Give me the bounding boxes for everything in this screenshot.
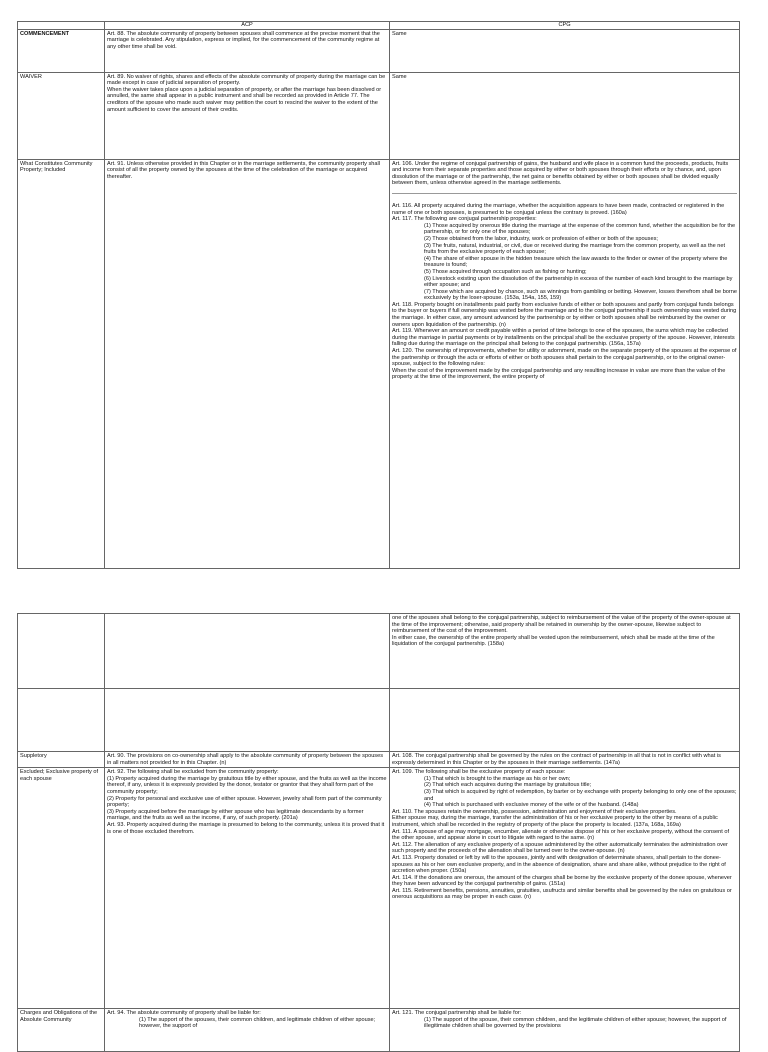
cpg-art-117-item: (5) Those acquired through occupation such as fishing or hunting; bbox=[424, 268, 587, 275]
row-commencement bbox=[18, 29, 740, 72]
cpg-art-109-item: (1) That which is brought to the marriage as his or her own; bbox=[424, 775, 571, 782]
header-acp: ACP bbox=[105, 22, 390, 30]
cpg-art-117-item: (4) The share of either spouse in the hidden treasure which the law awards to the finder or owner of the property where the treasure is found; bbox=[424, 255, 728, 269]
acp-waiver: Art. 89. No waiver of rights, shares and effects of the absolute community of property during the marriage can be made except in case of judicial separation of property. When the waiver takes place upon a judicial separation of property, or after the marriage has been dissolved or annulled, the same shall appear in a public instrument and shall be recorded as provided in Article 77. The creditors of the spouse who made such waiver may petition the court to rescind the waiver to the extent of the amount sufficient to cover the amount of their credits. bbox=[107, 73, 386, 113]
cpg-art-121-item: (1) The support of the spouse, their common children, and the legitimate children of either spouse; however, the support of illegitimate children shall be governed by the provisions bbox=[424, 1016, 727, 1030]
topic-excluded: Excluded; Exclusive property of each spouse bbox=[18, 768, 105, 1009]
topic-waiver: WAIVER bbox=[18, 72, 105, 159]
header-cpg: CPG bbox=[390, 22, 740, 30]
row-waiver bbox=[18, 72, 740, 159]
acp-art-92: Art. 92. The following shall be excluded from the community property: (1) Property acquired during the marriage by gratuitous title by either spouse, and the fruits as well as the income thereof, if any, unless it is expressly provided by the donor, testator or grantor that they shall form part of the community property; (2) Property for personal and exclusive use of either spouse. However, jewelry shall form part of the community property; (3) Property acquired before the marriage by either spouse who has legitimate descendants by a former marriage, and the fruits as well as the income, if any, of such property. (201a) bbox=[107, 769, 387, 822]
topic-charges: Charges and Obligations of the Absolute Community bbox=[18, 1009, 105, 1052]
acp-art-93: Art. 93. Property acquired during the marriage is presumed to belong to the community, unless it is proved that it is one of those excluded therefrom. bbox=[107, 821, 385, 835]
topic-included: What Constitutes Community Property; Included bbox=[18, 159, 105, 568]
header-topic bbox=[18, 22, 105, 30]
cpg-art-121: Art. 121. The conjugal partnership shall be liable for: bbox=[392, 1010, 522, 1017]
topic-suppletory: Suppletory bbox=[18, 752, 105, 768]
cpg-art-119: Art. 119. Whenever an amount or credit payable within a period of time belongs to one of the spouses, the sums which may be collected during the marriage in partial payments or by installments on the principal shall be the exclusive property of the spouse. However, interests falling due during the marriage on the principal shall belong to the conjugal partnership. (156a, 157a) bbox=[392, 328, 735, 348]
cpg-waiver: Same bbox=[390, 72, 740, 159]
header-row bbox=[18, 22, 740, 30]
comparison-table-page-1 bbox=[17, 21, 740, 569]
row-charges bbox=[18, 1009, 740, 1052]
cpg-commencement: Same bbox=[390, 29, 740, 72]
acp-art-94: Art. 94. The absolute community of property shall be liable for: bbox=[107, 1010, 261, 1017]
row-excluded bbox=[18, 768, 740, 1009]
cpg-art-116: Art. 116. All property acquired during the marriage, whether the acquisition appears to have been made, contracted or registered in the name of one or both spouses, is presumed to be conjugal unless the contrary is proved. (160a) bbox=[392, 202, 725, 216]
cpg-art-117-item: (6) Livestock existing upon the dissolution of the partnership in excess of the number of each kind brought to the marriage by either spouse; and bbox=[424, 275, 733, 289]
acp-suppletory: Art. 90. The provisions on co-ownership shall apply to the absolute community of property between the spouses in all matters not provided for in this Chapter. (n) bbox=[105, 752, 390, 768]
cpg-art-117-item: (1) Those acquired by onerous title during the marriage at the expense of the common fund, whether the acquisition be for the partnership, or for only one of the spouses; bbox=[424, 222, 736, 236]
cpg-art-109: Art. 109. The following shall be the exclusive property of each spouse: bbox=[392, 769, 566, 776]
topic-continuation bbox=[18, 614, 105, 689]
row-suppletory bbox=[18, 752, 740, 768]
acp-commencement: Art. 88. The absolute community of property between spouses shall commence at the precise moment that the marriage is celebrated. Any stipulation, express or implied, for the commencement of the community regime at any other time shall be void. bbox=[105, 29, 390, 72]
cpg-art-117-item: (3) The fruits, natural, industrial, or civil, due or received during the marriage from the common property, as well as the net fruits from the exclusive property of each spouse; bbox=[424, 242, 726, 256]
cpg-suppletory: Art. 108. The conjugal partnership shall be governed by the rules on the contract of partnership in all that is not in conflict with what is expressly determined in this Chapter or by the spouses in their marriage settlements. (147a) bbox=[390, 752, 740, 768]
acp-art-94-item: (1) The support of the spouses, their common children, and legitimate children of either spouse; however, the support of bbox=[139, 1016, 376, 1030]
cpg-included-cell bbox=[390, 159, 740, 568]
cpg-art-117: Art. 117. The following are conjugal partnership properties: bbox=[392, 216, 537, 223]
acp-continuation bbox=[105, 614, 390, 689]
cpg-art-109-item: (4) That which is purchased with exclusive money of the wife or of the husband. (148a) bbox=[424, 802, 639, 809]
cpg-art-117-item: (7) Those which are acquired by chance, such as winnings from gambling or betting. However, losses therefrom shall be borne exclusively by the loser-spouse. (153a, 154a, 155, 159) bbox=[424, 288, 737, 302]
row-blank bbox=[18, 689, 740, 752]
blank-cell bbox=[18, 689, 105, 752]
topic-commencement: COMMENCEMENT bbox=[18, 29, 105, 72]
cpg-art-120: Art. 120. The ownership of improvements, whether for utility or adornment, made on the separate property of the spouses at the expense of the partnership or through the acts or efforts of either or both spouses shall pertain to the conjugal partnership, or to the original owner-spouse, subject to the following rules: When the cost of the improvement made by the conjugal partnership and any resulting increase in value are more than the value of the property at the time of the improvement, the entire property of bbox=[392, 348, 737, 381]
comparison-table-page-2 bbox=[17, 613, 740, 1052]
row-included bbox=[18, 159, 740, 568]
cpg-art-109-item: (3) That which is acquired by right of redemption, by barter or by exchange with property belonging to only one of the spouses; and bbox=[424, 788, 737, 802]
blank-cell bbox=[390, 689, 740, 752]
acp-included: Art. 91. Unless otherwise provided in this Chapter or in the marriage settlements, the community property shall consist of all the property owned by the spouses at the time of the celebration of the marriage or acquired thereafter. bbox=[105, 159, 390, 568]
divider bbox=[392, 193, 737, 194]
cpg-art-106: Art. 106. Under the regime of conjugal partnership of gains, the husband and wife place in a common fund the proceeds, products, fruits and income from their separate properties and those acquired by either or both spouses through their efforts or by chance, and, upon dissolution of the marriage or of the partnership, the net gains or benefits obtained by either or both spouses shall be divided equally between them, unless otherwise agreed in the marriage settlements. bbox=[392, 160, 729, 187]
cpg-art-120-continued: one of the spouses shall belong to the conjugal partnership, subject to reimbursement of the value of the property of the owner-spouse at the time of the improvement; otherwise, said property shall be retained in ownership by the owner-spouse, likewise subject to reimbursement of the cost of the improvement. In either case, the ownership of the entire property shall be vested upon the reimbursement, which shall be made at the time of the liquidation of the conjugal partnership. (158a) bbox=[392, 615, 731, 648]
blank-cell bbox=[105, 689, 390, 752]
row-continuation bbox=[18, 614, 740, 689]
cpg-art-118: Art. 118. Property bought on installments paid partly from exclusive funds of either or both spouses and partly from conjugal funds belongs to the buyer or buyers if full ownership was vested before the marriage and to the conjugal partnership if such ownership was vested during the marriage. In either case, any amount advanced by the partnership or by either or both spouses shall be reimbursed by the owner or owners upon liquidation of the partnership. (n) bbox=[392, 301, 737, 328]
cpg-art-117-item: (2) Those obtained from the labor, industry, work or profession of either or both of the spouses; bbox=[424, 235, 658, 242]
cpg-art-110-115: Art. 110. The spouses retain the ownership, possession, administration and enjoyment of their exclusive properties. Either spouse may, during the marriage, transfer the administration of his or her exclusive property to the other by means of a public instrument, which shall be recorded in the registry of property of the place the property is located. (137a, 168a, 169a) Art. 111. A spouse of age may mortgage, encumber, alienate or otherwise dispose of his or her exclusive property, without the consent of the other spouse, and appear alone in court to litigate with regard to the same. (n) Art. 112. The alienation of any exclusive property of a spouse administered by the other automatically terminates the administration over such property and the proceeds of the alienation shall be turned over to the owner-spouse. (n) Art. 113. Property donated or left by will to the spouses, jointly and with designation of determinate shares, shall pertain to the donee-spouses as his or her own exclusive property, and in the absence of designation, share and share alike, without prejudice to the right of accretion when proper. (150a) Art. 114. If the donations are onerous, the amount of the charges shall be borne by the exclusive property of the donee spouse, whenever they have been advanced by the conjugal partnership of gains. (151a) Art. 115. Retirement benefits, pensions, annuities, gratuities, usufructs and similar benefits shall be governed by the rules on gratuitous or onerous acquisitions as may be proper in each case. (n) bbox=[392, 808, 732, 901]
cpg-art-109-item: (2) That which each acquires during the marriage by gratuitous title; bbox=[424, 782, 592, 789]
